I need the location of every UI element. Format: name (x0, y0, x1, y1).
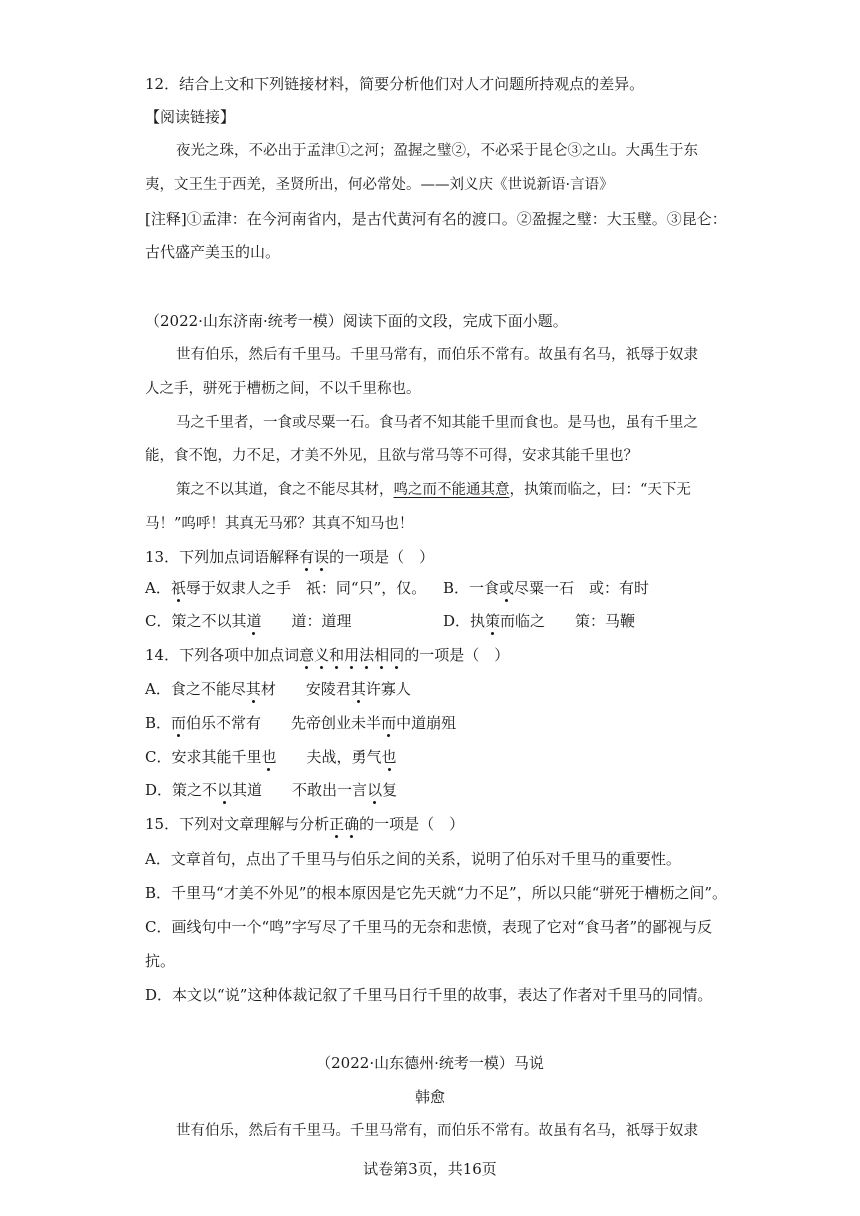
reading-link-label: 【阅读链接】 (145, 108, 236, 126)
option-text: C．策之不以其 (145, 612, 247, 630)
option-text: D．策之不 (145, 781, 218, 799)
dotted-word: 道 (246, 612, 262, 630)
emph-char: 有 (299, 548, 315, 566)
passage-p3-text-tail: ，执策而临之，曰：“天下无 (509, 482, 691, 498)
passage-p3-text: 策之不以其道，食之不能尽其材， (176, 482, 394, 498)
emph-char: 误 (314, 548, 330, 566)
passage-p3-line-2: 马！”呜呼！其真无马邪？其真不知马也！ (145, 516, 414, 532)
q15-option-a: A．文章首句，点出了千里马与伯乐之间的关系，说明了伯乐对千里马的重要性。 (145, 850, 681, 868)
passage-p3-line-1 (176, 480, 691, 500)
option-text: 中道崩殂 (396, 714, 457, 732)
emph-char: 意 (299, 646, 315, 664)
q14-stem-text: 14．下列各项中加点词 (145, 646, 300, 664)
q14-option-a (145, 679, 411, 699)
q13-option-c (145, 611, 352, 631)
section3-author: 韩愈 (414, 1088, 445, 1106)
q14-option-d (145, 780, 397, 800)
option-text: 道：道理 (261, 612, 352, 630)
option-text: 而临之 策：马鞭 (500, 612, 636, 630)
emph-char: 法 (359, 646, 375, 664)
q15-stem-text: 15．下列对文章理解与分析 (145, 815, 330, 833)
dotted-word: 也 (381, 748, 397, 766)
q13-emphasis (299, 548, 329, 566)
option-text: A．食之不能尽 (145, 680, 246, 698)
option-text: 材 安陵君 (260, 680, 351, 698)
q13-option-a (145, 578, 426, 598)
dotted-word: 其 (245, 680, 261, 698)
dotted-word: 策 (485, 612, 501, 630)
q14-option-c (145, 747, 397, 767)
option-text: 伯乐不常有 先帝创业未半 (186, 714, 382, 732)
dotted-word: 或 (499, 579, 515, 597)
page-footer: 试卷第3页，共16页 (363, 1160, 497, 1178)
dotted-word: 其 (350, 680, 366, 698)
option-text: C．安求其能千里 (145, 748, 262, 766)
dotted-word: 而 (171, 714, 187, 732)
q15-option-c-line-2: 抗。 (145, 952, 176, 970)
passage-p1-line-1: 世有伯乐，然后有千里马。千里马常有，而伯乐不常有。故虽有名马，祇辱于奴隶 (176, 347, 698, 363)
q13-stem-text: 13．下列加点词语解释 (145, 548, 300, 566)
option-text: D．执 (443, 612, 486, 630)
option-label: A． (145, 579, 171, 597)
dotted-word: 也 (261, 748, 277, 766)
dotted-word: 祇 (170, 579, 186, 597)
emph-char: 相 (374, 646, 390, 664)
option-text: 辱于奴隶人之手 祇：同“只”，仅。 (185, 579, 427, 597)
q15-emphasis (329, 815, 359, 833)
emph-char: 同 (389, 646, 405, 664)
option-text: 尽粟一石 或：有时 (514, 579, 650, 597)
emph-char: 用 (344, 646, 360, 664)
dotted-word: 以 (367, 781, 383, 799)
option-text: 其道 不敢出一言 (232, 781, 368, 799)
underlined-sentence: 鸣之而不能通其意 (393, 482, 510, 498)
q13-option-b (443, 578, 649, 598)
emph-char: 和 (329, 646, 345, 664)
dotted-word: 以 (217, 781, 233, 799)
option-text: B．一食 (443, 579, 500, 597)
link-passage-line-1: 夜光之珠，不必出于孟津①之河；盈握之璧②，不必采于昆仑③之山。大禹生于东 (176, 143, 698, 159)
q13-option-d (443, 611, 635, 631)
q13-stem-tail: 的一项是（ ） (329, 548, 435, 566)
option-text: 复 (382, 781, 398, 799)
q15-option-c-line-1: C．画线句中一个“鸣”字写尽了千里马的无奈和悲愤，表现了它对“食马者”的鄙视与反 (145, 918, 713, 936)
dotted-word: 而 (381, 714, 397, 732)
passage-p2-line-1: 马之千里者，一食或尽粟一石。食马者不知其能千里而食也。是马也，虽有千里之 (176, 415, 698, 431)
q13-stem (145, 547, 434, 567)
note-line-1: [注释]①孟津：在今河南省内，是古代黄河有名的渡口。②盈握之璧：大玉璧。③昆仑： (145, 210, 727, 228)
passage-p2-line-2: 能，食不饱，力不足，才美不外见，且欲与常马等不可得，安求其能千里也？ (145, 448, 638, 464)
section3-passage-line-1: 世有伯乐，然后有千里马。千里马常有，而伯乐不常有。故虽有名马，祇辱于奴隶 (176, 1123, 698, 1139)
emph-char: 确 (344, 815, 360, 833)
link-passage-line-2: 夷，文王生于西羌，圣贤所出，何必常处。——刘义庆《世说新语·言语》 (145, 177, 614, 193)
option-text: 夫战，勇气 (276, 748, 382, 766)
note-line-2: 古代盛产美玉的山。 (145, 243, 281, 261)
q15-stem-tail: 的一项是（ ） (359, 815, 465, 833)
emph-char: 正 (329, 815, 345, 833)
q14-stem (145, 645, 509, 665)
passage-p1-line-2: 人之手，骈死于槽枥之间，不以千里称也。 (145, 381, 421, 397)
option-text: B． (145, 714, 172, 732)
section3-title: （2022·山东德州·统考一模）马说 (316, 1054, 544, 1072)
q14-stem-tail: 的一项是（ ） (404, 646, 510, 664)
q14-emphasis (299, 646, 404, 664)
q14-option-b (145, 713, 456, 733)
option-text: 许寡人 (365, 680, 411, 698)
section2-intro: （2022·山东济南·统考一模）阅读下面的文段，完成下面小题。 (145, 312, 568, 330)
q12-stem: 12．结合上文和下列链接材料，简要分析他们对人才问题所持观点的差异。 (145, 75, 645, 93)
q15-stem (145, 814, 464, 834)
emph-char: 义 (314, 646, 330, 664)
q15-option-d: D．本文以“说”这种体裁记叙了千里马日行千里的故事，表达了作者对千里马的同情。 (145, 986, 713, 1004)
q15-option-b: B．千里马“才美不外见”的根本原因是它先天就“力不足”，所以只能“骈死于槽枥之间”。 (145, 884, 728, 902)
